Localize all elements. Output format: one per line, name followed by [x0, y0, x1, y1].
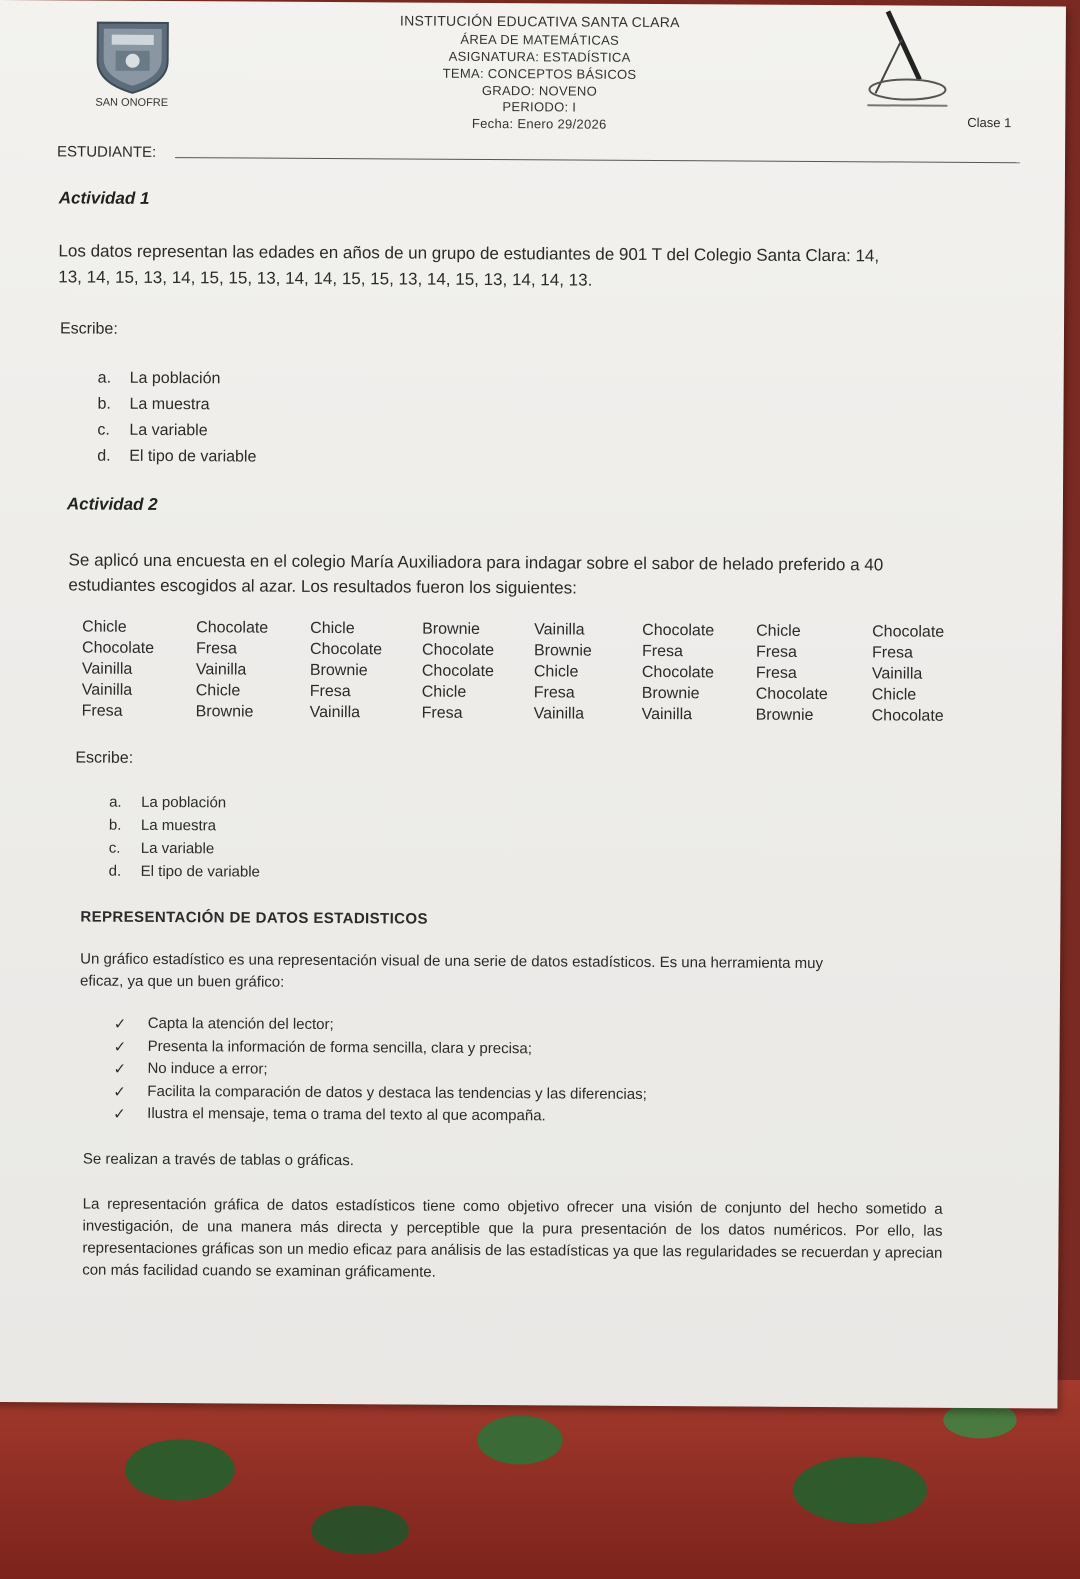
table-cell: Chocolate [421, 662, 495, 681]
list-item: a. La población [97, 369, 221, 388]
area-name: ÁREA DE MATEMÁTICAS [460, 31, 620, 48]
tables-note: Se realizan a través de tablas o gráficas. [82, 1150, 354, 1170]
activity-1-text-line-1: Los datos representan las edades en años de un grupo de estudiantes de 901 T del Colegio Santa Clara: 14, [58, 241, 880, 266]
activity-1-prompt: Escribe: [59, 320, 118, 338]
date-label: Fecha: Enero 29/2026 [471, 115, 607, 132]
table-cell: Fresa [195, 640, 237, 658]
activity-2-questions [109, 794, 261, 887]
table-cell: Brownie [309, 661, 368, 680]
table-cell: Vainilla [534, 621, 585, 639]
table-cell: Brownie [755, 706, 814, 724]
table-cell: Vainilla [533, 705, 585, 723]
representation-intro-line-1: Un gráfico estadístico es una representación visual de una serie de datos estadísticos. Es una herramienta muy [80, 950, 824, 973]
list-item: ✓ No induce a error; [113, 1060, 647, 1086]
checkmark-icon: ✓ [113, 1038, 127, 1056]
table-cell: Chicle [421, 683, 467, 701]
table-cell: Chicle [533, 663, 579, 681]
subject-name: ASIGNATURA: ESTADÍSTICA [448, 48, 631, 65]
table-cell: Vainilla [871, 665, 923, 683]
table-cell: Vainilla [641, 705, 693, 724]
table-cell: Chocolate [81, 639, 155, 657]
graph-benefits-list [113, 1015, 647, 1131]
checkmark-icon: ✓ [113, 1060, 127, 1078]
list-item: ✓ Ilustra el mensaje, tema o trama del texto al que acompaña. [113, 1105, 647, 1131]
table-cell: Fresa [755, 664, 797, 682]
table-cell: Fresa [533, 684, 575, 702]
table-cell: Chicle [756, 622, 801, 640]
representation-title: REPRESENTACIÓN DE DATOS ESTADISTICOS [80, 908, 428, 928]
table-cell: Fresa [641, 642, 683, 661]
topic-name: TEMA: CONCEPTOS BÁSICOS [442, 65, 637, 82]
table-cell: Chocolate [641, 663, 715, 682]
school-shield-icon [91, 17, 173, 95]
representation-intro-line-2: eficaz, ya que un buen gráfico: [79, 972, 285, 991]
table-cell: Fresa [421, 704, 463, 722]
activity-2-title: Actividad 2 [66, 494, 158, 514]
table-cell: Chocolate [642, 621, 715, 640]
table-cell: Chocolate [196, 619, 269, 637]
table-cell: Brownie [533, 642, 592, 660]
class-label: Clase 1 [967, 114, 1012, 131]
table-cell: Chocolate [871, 707, 944, 725]
table-cell: Vainilla [195, 661, 247, 679]
list-item: b. La muestra [97, 395, 210, 414]
list-item: ✓ Facilita la comparación de datos y destaca las tendencias y las diferencias; [113, 1082, 647, 1108]
table-cell: Brownie [422, 620, 481, 638]
table-cell: Vainilla [81, 681, 133, 699]
logo-caption: SAN ONOFRE [95, 96, 169, 110]
table-cell: Chicle [82, 618, 127, 636]
table-cell: Fresa [871, 644, 913, 662]
table-cell: Vainilla [309, 703, 361, 722]
list-item: d. El tipo de variable [97, 447, 257, 466]
compass-logo-icon [857, 9, 958, 110]
table-cell: Fresa [309, 682, 351, 701]
activity-1-title: Actividad 1 [58, 188, 150, 208]
checkmark-icon: ✓ [113, 1083, 126, 1101]
list-item: ✓ Presenta la información de forma sencilla, clara y precisa; [114, 1037, 648, 1063]
table-cell: Chocolate [421, 641, 495, 660]
checkmark-icon: ✓ [113, 1105, 126, 1123]
period-label: PERIODO: I [502, 99, 577, 115]
table-cell: Brownie [641, 684, 700, 703]
institution-name: INSTITUCIÓN EDUCATIVA SANTA CLARA [399, 12, 680, 31]
table-cell: Chicle [195, 682, 241, 700]
student-label: ESTUDIANTE: [57, 143, 157, 161]
list-item: ✓ Capta la atención del lector; [114, 1015, 648, 1041]
list-item: a. La población [109, 793, 227, 812]
list-item: c. La variable [97, 421, 208, 440]
table-cell: Brownie [195, 703, 254, 721]
activity-1-text-line-2: 13, 14, 15, 13, 14, 15, 15, 13, 14, 14, 15, 15, 13, 14, 15, 13, 14, 14, 13. [58, 267, 593, 290]
table-cell: Chocolate [309, 640, 383, 659]
list-item: c. La variable [108, 839, 215, 858]
checkmark-icon: ✓ [113, 1015, 127, 1033]
table-cell: Chicle [871, 686, 917, 704]
activity-2-prompt: Escribe: [75, 749, 134, 767]
activity-2-text-line-2: estudiantes escogidos al azar. Los resultados fueron los siguientes: [68, 575, 577, 598]
table-row [82, 703, 982, 728]
list-item: b. La muestra [108, 816, 217, 835]
tablecloth-background [0, 1380, 1080, 1579]
table-cell: Fresa [755, 643, 797, 661]
list-item: d. El tipo de variable [108, 862, 260, 881]
table-cell: Chocolate [755, 685, 828, 704]
student-name-field[interactable] [175, 157, 1020, 163]
activity-2-text-line-1: Se aplicó una encuesta en el colegio María Auxiliadora para indagar sobre el sabor de helado preferido a 40 [68, 550, 884, 575]
table-cell: Fresa [81, 702, 123, 720]
closing-paragraph: La representación gráfica de datos estadísticos tiene como objetivo ofrecer una visión de conjunto del hecho sometido a investigación, de una manera más directa y perceptible que la pura presentación de los datos numéricos. Por ello, las representaciones gráficas son un medio eficaz para análisis de las estadísticas ya que las regularidades se recuerdan y aprecian con más facilidad cuando se examinan gráficamente. [82, 1195, 943, 1281]
activity-1-questions [97, 370, 257, 475]
table-cell: Chocolate [872, 623, 945, 641]
table-cell: Vainilla [81, 660, 133, 678]
grade-label: GRADO: NOVENO [481, 82, 598, 99]
table-cell: Chicle [310, 619, 355, 638]
